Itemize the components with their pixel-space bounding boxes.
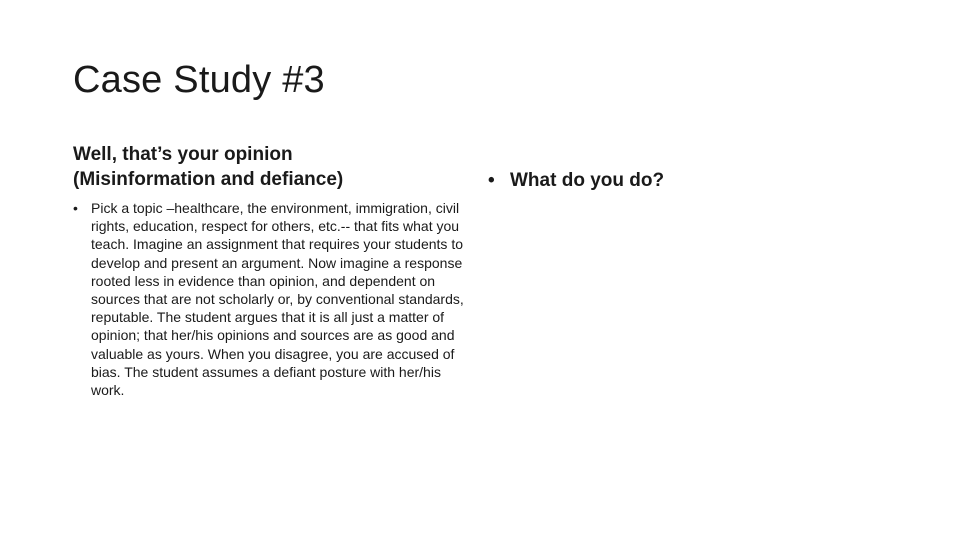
list-item <box>488 168 908 194</box>
question-block <box>488 168 908 194</box>
bullet-icon: • <box>488 170 495 191</box>
case-heading-line2: (Misinformation and defiance) <box>73 169 344 190</box>
case-heading-line1: Well, that’s your opinion <box>73 144 293 165</box>
case-heading <box>73 142 473 192</box>
list-item <box>73 199 473 399</box>
question-text: What do you do? <box>510 170 665 191</box>
slide-title: Case Study #3 <box>73 59 325 101</box>
bullet-icon: • <box>73 200 78 216</box>
case-description <box>73 199 473 399</box>
case-description-text: Pick a topic –healthcare, the environment, immigration, civil rights, education, respect for others, etc.-- that fits what you teach. Imagine an assignment that requires your students to develop and present an argument. Now imagine a response rooted less in evidence than opinion, and dependent on sources that are not scholarly or, by conventional standards, reputable. The student argues that it is all just a matter of opinion; that her/his opinions and sources are as good and valuable as yours. When you disagree, you are accused of bias. The student assumes a defiant posture with her/his work. <box>91 200 464 399</box>
